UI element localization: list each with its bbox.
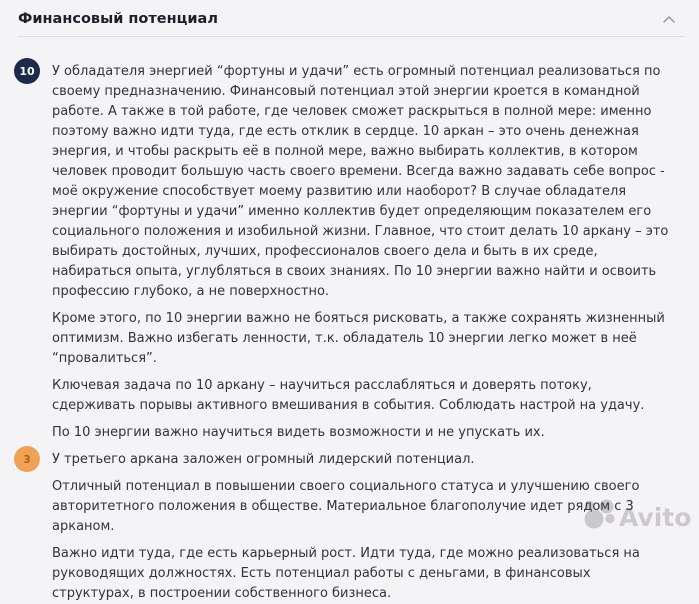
page-title: Финансовый потенциал	[18, 11, 218, 27]
arcana-badge-3	[14, 446, 40, 472]
panel-content	[0, 37, 699, 604]
paragraph: Отличный потенциал в повышении своего социального статуса и улучшению своего авторитетного положения в обществе. Материальное благополучие идет рядом с 3 арканом.	[52, 479, 640, 534]
arcana-badge-3-number: 3	[23, 452, 31, 466]
paragraph: Важно идти туда, где есть карьерный рост. Идти туда, где можно реализоваться на руководящих должностях. Есть потенциал работы с деньгами, в финансовых структурах, в построении собственного бизнеса.	[52, 546, 640, 601]
avito-wordmark: Avito	[619, 503, 692, 531]
paragraph: У обладателя энергией “фортуны и удачи” есть огромный потенциал реализоваться по своему предназначению. Финансовый потенциал этой энергии кроется в командной работе. А также в той работе, где человек сможет раскрыться в полной мере: именно поэтому важно идти туда, где есть отклик в сердце. 10 аркан – это очень денежная энергия, и чтобы раскрыть её в полной мере, важно выбирать коллектив, в котором человек проводит большую часть своего времени. Всегда важно задавать себе вопрос - моё окружение способствует моему развитию или наоборот? В случае обладателя энергии “фортуны и удачи” именно коллектив будет определяющим показателем его социального положения и изобильной жизни. Главное, что стоит делать 10 аркану – это выбирать достойных, лучших, профессионалов своего дела и быть в их среде, набираться опыта, углубляться в своих знаниях. По 10 энергии важно найти и освоить профессию глубоко, а не поверхностно.	[52, 64, 669, 299]
paragraph: По 10 энергии важно научиться видеть возможности и не упускать их.	[52, 425, 545, 440]
arcana-badge-10-number: 10	[19, 64, 35, 78]
arcana-section-10	[14, 62, 669, 443]
paragraph: Кроме этого, по 10 энергии важно не бояться рисковать, а также сохранять жизненный оптимизм. Важно избегать ленности, т.к. обладатель 10 энергии легко может в неё “провалиться”.	[52, 311, 665, 366]
panel-header	[0, 0, 699, 36]
arcana-badge-10	[14, 58, 40, 84]
chevron-up-icon[interactable]	[661, 13, 677, 25]
paragraph: Ключевая задача по 10 аркану – научиться расслабляться и доверять потоку, сдерживать порывы активного вмешивания в события. Соблюдать настрой на удачу.	[52, 378, 645, 413]
paragraph: У третьего аркана заложен огромный лидерский потенциал.	[52, 452, 475, 467]
arcana-section-3	[14, 450, 669, 604]
